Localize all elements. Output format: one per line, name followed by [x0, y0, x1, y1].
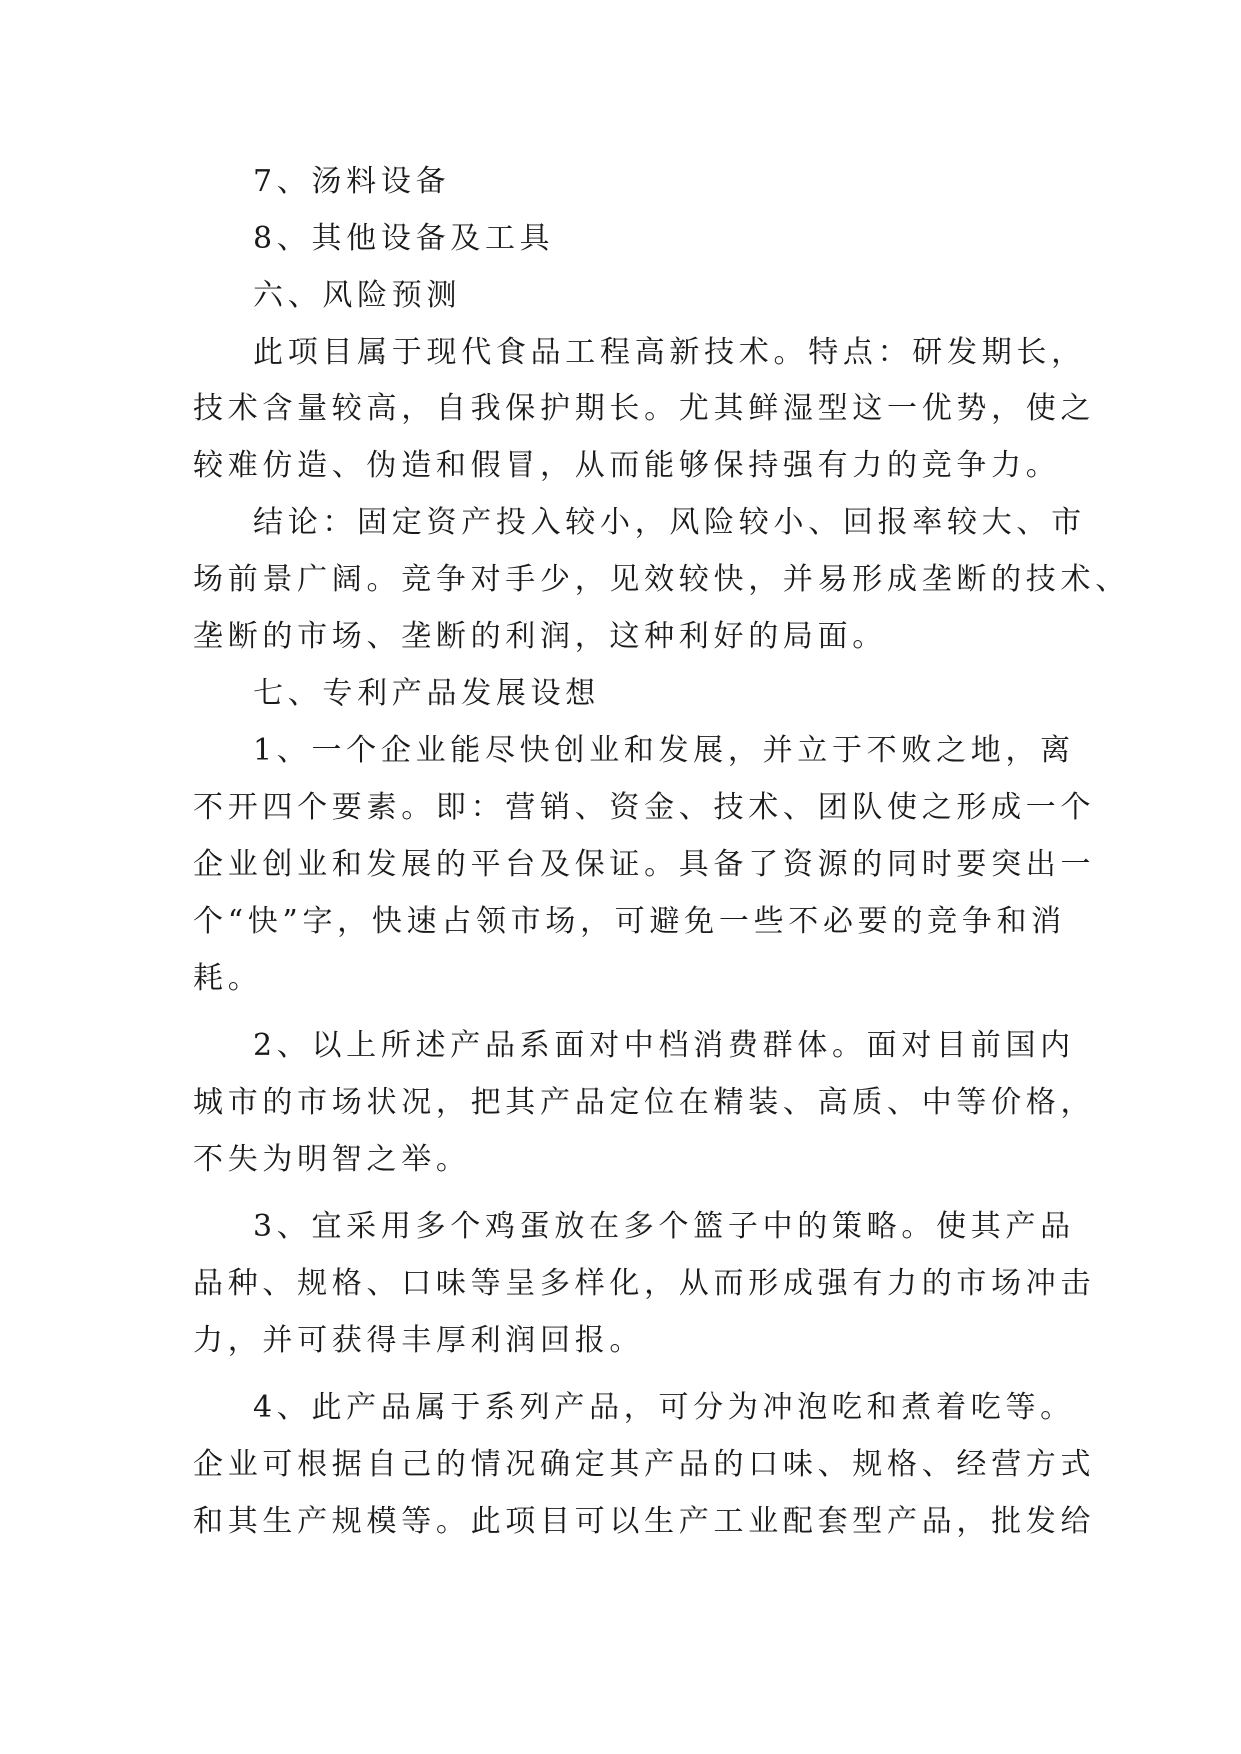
paragraph-line: 企业创业和发展的平台及保证。具备了资源的同时要突出一: [193, 847, 1096, 882]
paragraph-line: 城市的市场状况，把其产品定位在精装、高质、中等价格，: [193, 1085, 1096, 1120]
paragraph-line: 和其生产规模等。此项目可以生产工业配套型产品，批发给: [193, 1504, 1096, 1539]
list-item-soup-equipment: 7、汤料设备: [253, 164, 451, 199]
paragraph-line: 较难仿造、伪造和假冒，从而能够保持强有力的竞争力。: [193, 448, 1061, 483]
section-heading-risk: 六、风险预测: [253, 278, 462, 313]
paragraph-line: 品种、规格、口味等呈多样化，从而形成强有力的市场冲击: [193, 1266, 1096, 1301]
paragraph-line: 此项目属于现代食品工程高新技术。特点：研发期长，: [253, 335, 1086, 370]
paragraph-line: 2、以上所述产品系面对中档消费群体。面对目前国内: [253, 1028, 1075, 1063]
paragraph-line: 技术含量较高，自我保护期长。尤其鲜湿型这一优势，使之: [193, 391, 1096, 426]
paragraph-line: 结论：固定资产投入较小，风险较小、回报率较大、市: [253, 505, 1086, 540]
paragraph-line: 个“快”字，快速占领市场，可避免一些不必要的竞争和消: [193, 904, 1066, 939]
paragraph-line: 4、此产品属于系列产品，可分为冲泡吃和煮着吃等。: [253, 1390, 1075, 1425]
paragraph-line: 垄断的市场、垄断的利润，这种利好的局面。: [193, 619, 887, 654]
paragraph-line: 企业可根据自己的情况确定其产品的口味、规格、经营方式: [193, 1447, 1096, 1482]
paragraph-line: 1、一个企业能尽快创业和发展，并立于不败之地，离: [253, 733, 1075, 768]
section-heading-development: 七、专利产品发展设想: [253, 676, 600, 711]
paragraph-line: 场前景广阔。竞争对手少，见效较快，并易形成垄断的技术、: [193, 562, 1130, 597]
paragraph-line: 力，并可获得丰厚利润回报。: [193, 1323, 645, 1358]
paragraph-line: 耗。: [193, 961, 263, 996]
list-item-other-equipment: 8、其他设备及工具: [253, 221, 555, 256]
paragraph-line: 不开四个要素。即：营销、资金、技术、团队使之形成一个: [193, 790, 1096, 825]
paragraph-line: 不失为明智之举。: [193, 1142, 471, 1177]
paragraph-line: 3、宜采用多个鸡蛋放在多个篮子中的策略。使其产品: [253, 1209, 1075, 1244]
